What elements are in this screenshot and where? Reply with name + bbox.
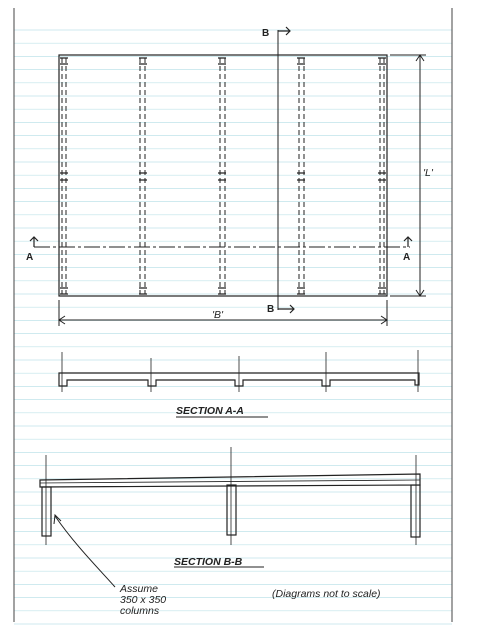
column-note-line2: 350 x 350 [120, 594, 167, 606]
section-bb-column-right [411, 485, 420, 537]
section-aa-drawing [59, 350, 419, 392]
section-a-left-label: A [26, 252, 34, 263]
beam-1 [62, 58, 66, 294]
beam-4 [299, 58, 304, 294]
column-note-line1: Assume [120, 583, 158, 595]
dimension-l-label: 'L' [423, 167, 433, 179]
section-b-bottom-arrow [278, 305, 294, 313]
section-b-bottom-label: B [267, 304, 275, 315]
section-b-top-arrow [278, 27, 290, 35]
section-a-right-label: A [403, 252, 411, 263]
beam-3 [220, 58, 225, 294]
section-a-right-arrow [404, 237, 412, 247]
section-bb-gridlines [46, 447, 416, 545]
section-bb-column-left [42, 487, 51, 536]
section-b-top-label: B [262, 28, 270, 39]
beam-5 [380, 58, 384, 294]
column-note-leader [55, 516, 115, 587]
section-aa-title: SECTION A-A [176, 405, 244, 417]
beam-2 [140, 58, 145, 294]
column-note-line3: columns [120, 605, 160, 617]
plan-columns [60, 58, 386, 294]
dimension-b-label: 'B' [212, 309, 224, 321]
section-a-left-arrow [30, 237, 38, 247]
scale-note: (Diagrams not to scale) [272, 588, 381, 600]
section-bb-title: SECTION B-B [174, 556, 243, 568]
section-bb-column-middle [227, 485, 236, 535]
